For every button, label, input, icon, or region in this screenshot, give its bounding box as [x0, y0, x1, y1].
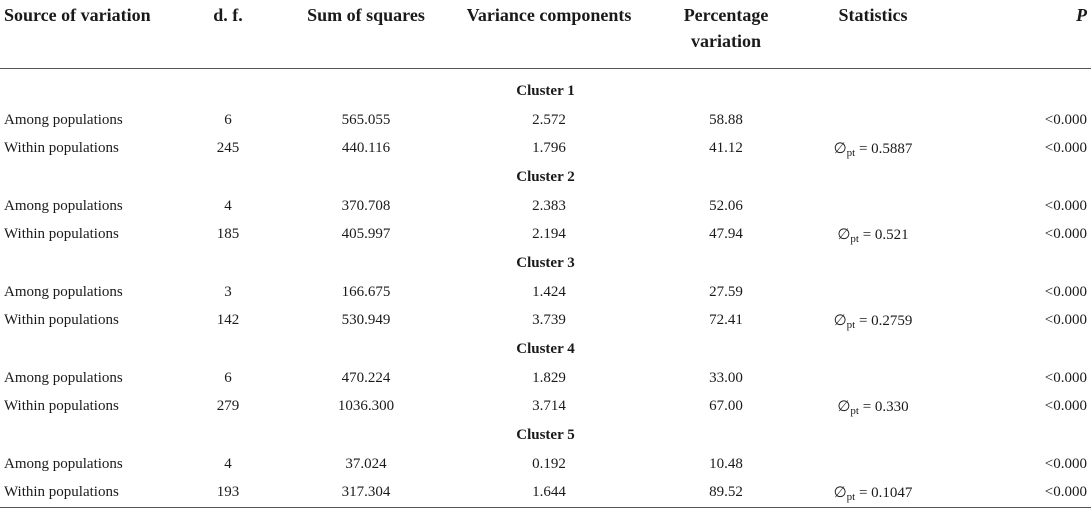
cell-percentage-variation: 89.52	[644, 479, 808, 508]
cell-source: Within populations	[0, 479, 178, 508]
phi-value: = 0.5887	[855, 140, 913, 157]
phi-subscript: pt	[846, 318, 856, 331]
cluster-heading-row	[0, 69, 1091, 106]
cell-variance-components: 2.194	[532, 226, 566, 243]
cell-variance-components: 3.739	[532, 312, 566, 329]
cell-df: 6	[224, 369, 232, 386]
cell-variance-components: 2.383	[532, 197, 566, 214]
cell-source: Among populations	[4, 283, 123, 300]
phi-value: = 0.330	[858, 398, 909, 415]
cell-df: 3	[224, 283, 232, 300]
cell-df: 4	[224, 455, 232, 472]
cell-statistics	[808, 307, 938, 336]
cell-sum-of-squares: 317.304	[278, 479, 454, 508]
cell-variance-components: 2.572	[532, 111, 566, 128]
cell-variance-components: 1.424	[532, 283, 566, 300]
phi-symbol: ∅	[833, 312, 847, 329]
header-row	[0, 0, 1091, 69]
table-row	[0, 192, 1091, 221]
cell-sum-of-squares: 440.116	[341, 140, 391, 157]
cell-statistics	[808, 134, 938, 163]
header-percentage-variation	[644, 0, 808, 69]
table-row	[0, 364, 1091, 393]
cell-df: 245	[216, 140, 240, 157]
cell-source: Within populations	[4, 140, 119, 157]
cell-percentage-variation: 72.41	[709, 312, 743, 329]
table-body	[0, 69, 1091, 508]
header-p: P	[938, 0, 1091, 69]
phi-value: = 0.521	[858, 226, 909, 243]
cell-source: Within populations	[4, 226, 119, 243]
table-row	[0, 307, 1091, 336]
table-row	[0, 450, 1091, 479]
cluster-heading-row	[0, 335, 1091, 364]
cell-percentage-variation: 41.12	[709, 140, 743, 157]
cell-variance-components: 1.829	[532, 369, 566, 386]
cell-statistics	[808, 220, 938, 249]
cell-p: <0.000	[1044, 455, 1087, 472]
table-row	[0, 278, 1091, 307]
header-df: d. f.	[178, 0, 278, 69]
cell-p: <0.000	[1044, 369, 1087, 386]
cluster-heading-row	[0, 249, 1091, 278]
table-row	[0, 220, 1091, 249]
cell-p: <0.000	[1044, 312, 1087, 329]
header-variance-components: Variance components	[454, 0, 644, 69]
cell-percentage-variation: 58.88	[709, 111, 743, 128]
cell-variance-components: 0.192	[532, 455, 566, 472]
cell-df: 142	[216, 312, 240, 329]
cell-sum-of-squares: 1036.300	[337, 398, 395, 415]
phi-symbol: ∅	[837, 226, 851, 243]
phi-symbol: ∅	[833, 140, 847, 157]
cell-variance-components: 1.644	[454, 479, 644, 508]
cluster-label: Cluster 1	[516, 82, 575, 99]
table-header	[0, 0, 1091, 69]
cell-sum-of-squares: 37.024	[345, 455, 387, 472]
cell-sum-of-squares: 370.708	[341, 197, 391, 214]
phi-subscript: pt	[846, 146, 856, 159]
cell-statistics	[808, 393, 938, 422]
cell-statistics	[808, 364, 938, 393]
header-pv-line1: Percentage	[683, 5, 769, 25]
cell-statistics	[808, 278, 938, 307]
phi-symbol: ∅	[833, 484, 847, 501]
cell-p: <0.000	[1044, 140, 1087, 157]
cell-source: Within populations	[4, 312, 119, 329]
cluster-label: Cluster 2	[516, 168, 575, 185]
cell-p: <0.000	[1044, 283, 1087, 300]
cell-sum-of-squares: 166.675	[341, 283, 391, 300]
cell-variance-components: 3.714	[532, 398, 566, 415]
cell-statistics	[808, 192, 938, 221]
cell-p: <0.000	[1044, 197, 1087, 214]
cell-percentage-variation: 33.00	[709, 369, 743, 386]
phi-value: = 0.1047	[855, 484, 913, 501]
header-sum-of-squares: Sum of squares	[278, 0, 454, 69]
cluster-heading-row	[0, 421, 1091, 450]
cell-p: <0.000	[938, 479, 1091, 508]
header-source: Source of variation	[0, 0, 178, 69]
cell-statistics	[808, 479, 938, 508]
phi-subscript: pt	[846, 490, 856, 503]
phi-value: = 0.2759	[855, 312, 913, 329]
cell-source: Among populations	[4, 455, 123, 472]
cluster-heading-row	[0, 163, 1091, 192]
cluster-label: Cluster 5	[516, 427, 575, 444]
cell-source: Within populations	[4, 398, 119, 415]
cell-percentage-variation: 52.06	[709, 197, 743, 214]
cell-sum-of-squares: 530.949	[341, 312, 391, 329]
cell-p: <0.000	[1044, 226, 1087, 243]
cell-statistics	[808, 450, 938, 479]
cell-p: <0.000	[1044, 111, 1087, 128]
cluster-label: Cluster 4	[516, 341, 575, 358]
cell-df: 4	[224, 197, 232, 214]
phi-symbol: ∅	[837, 398, 851, 415]
cell-source: Among populations	[4, 369, 123, 386]
cell-df: 193	[178, 479, 278, 508]
cell-sum-of-squares: 565.055	[341, 111, 391, 128]
cell-variance-components: 1.796	[532, 140, 566, 157]
table-row	[0, 393, 1091, 422]
cell-percentage-variation: 10.48	[709, 455, 743, 472]
cell-df: 185	[216, 226, 240, 243]
cell-source: Among populations	[4, 197, 123, 214]
table-row	[0, 479, 1091, 508]
table-row	[0, 106, 1091, 135]
cell-percentage-variation: 47.94	[709, 226, 743, 243]
header-pv-line2: variation	[691, 31, 761, 51]
cell-sum-of-squares: 405.997	[341, 226, 391, 243]
phi-subscript: pt	[850, 404, 859, 417]
cell-df: 279	[216, 398, 240, 415]
phi-subscript: pt	[850, 232, 859, 245]
header-statistics: Statistics	[808, 0, 938, 69]
cell-percentage-variation: 67.00	[709, 398, 743, 415]
cell-statistics	[808, 106, 938, 135]
cell-source: Among populations	[4, 111, 123, 128]
cell-df: 6	[224, 111, 232, 128]
cell-sum-of-squares: 470.224	[341, 369, 391, 386]
cell-percentage-variation: 27.59	[709, 283, 743, 300]
table-row	[0, 134, 1091, 163]
cluster-label: Cluster 3	[516, 254, 575, 271]
cell-p: <0.000	[1044, 398, 1087, 415]
